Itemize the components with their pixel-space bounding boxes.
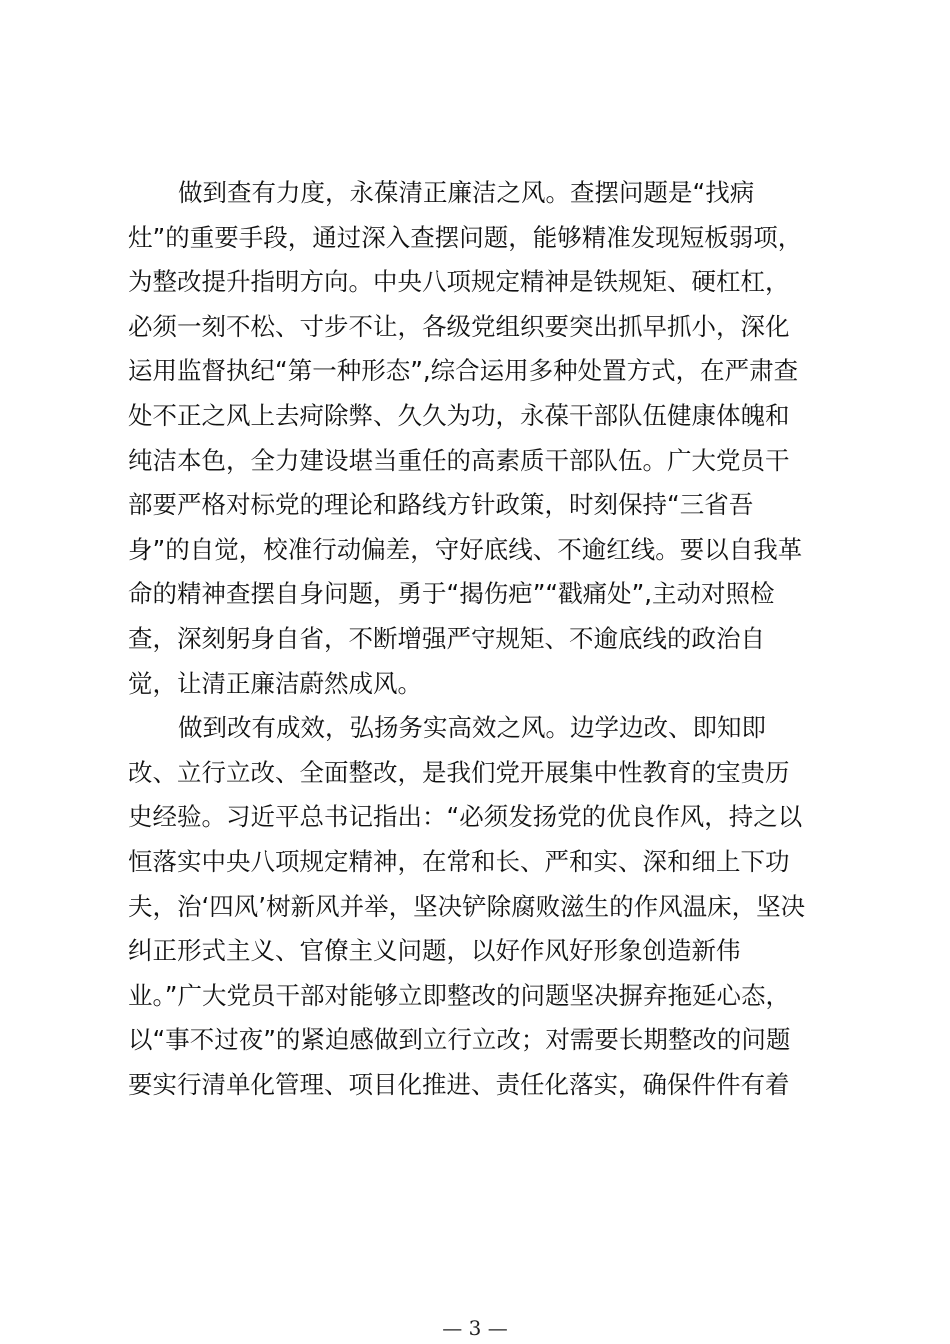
text-line: 以“事不过夜”的紧迫感做到立行立改；对需要长期整改的问题 (128, 1025, 791, 1055)
text-line: 必须一刻不松、寸步不让，各级党组织要突出抓早抓小，深化 (128, 311, 790, 341)
text-line: 做到改有成效，弘扬务实高效之风。边学边改、即知即 (178, 713, 766, 743)
text-line: 业。”广大党员干部对能够立即整改的问题坚决摒弃拖延心态， (128, 980, 790, 1010)
text-line: 灶”的重要手段，通过深入查摆问题，能够精准发现短板弱项， (128, 222, 803, 252)
text-line: 命的精神查摆自身问题，勇于“揭伤疤”“戳痛处”,主动对照检 (128, 579, 775, 609)
page-number: — 3 — (442, 1316, 508, 1340)
text-line: 纯洁本色，全力建设堪当重任的高素质干部队伍。广大党员干 (128, 445, 790, 475)
text-line: 觉，让清正廉洁蔚然成风。 (128, 668, 422, 698)
text-line: 身”的自觉，校准行动偏差，守好底线、不逾红线。要以自我革 (128, 534, 803, 564)
text-line: 要实行清单化管理、项目化推进、责任化落实，确保件件有着 (128, 1069, 790, 1099)
text-line: 夫，治‘四风’树新风并举，坚决铲除腐败滋生的作风温床，坚决 (128, 891, 806, 921)
text-line: 部要严格对标党的理论和路线方针政策，时刻保持“三省吾 (128, 490, 754, 520)
text-line: 为整改提升指明方向。中央八项规定精神是铁规矩、硬杠杠， (128, 267, 790, 297)
paragraph-1 (128, 171, 834, 706)
text-line: 做到查有力度，永葆清正廉洁之风。查摆问题是“找病 (178, 178, 755, 207)
document-body (128, 171, 834, 1107)
text-line: 改、立行立改、全面整改，是我们党开展集中性教育的宝贵历 (128, 757, 790, 787)
text-line: 运用监督执纪“第一种形态”,综合运用多种处置方式，在严肃查 (128, 356, 799, 386)
text-line: 恒落实中央八项规定精神，在常和长、严和实、深和细上下功 (128, 846, 790, 876)
text-line: 处不正之风上去疴除弊、久久为功，永葆干部队伍健康体魄和 (128, 400, 790, 430)
text-line: 史经验。习近平总书记指出：“必须发扬党的优良作风，持之以 (128, 802, 803, 832)
text-line: 纠正形式主义、官僚主义问题，以好作风好形象创造新伟 (128, 936, 741, 966)
text-line: 查，深刻躬身自省，不断增强严守规矩、不逾底线的政治自 (128, 623, 765, 653)
paragraph-2 (128, 706, 834, 1107)
